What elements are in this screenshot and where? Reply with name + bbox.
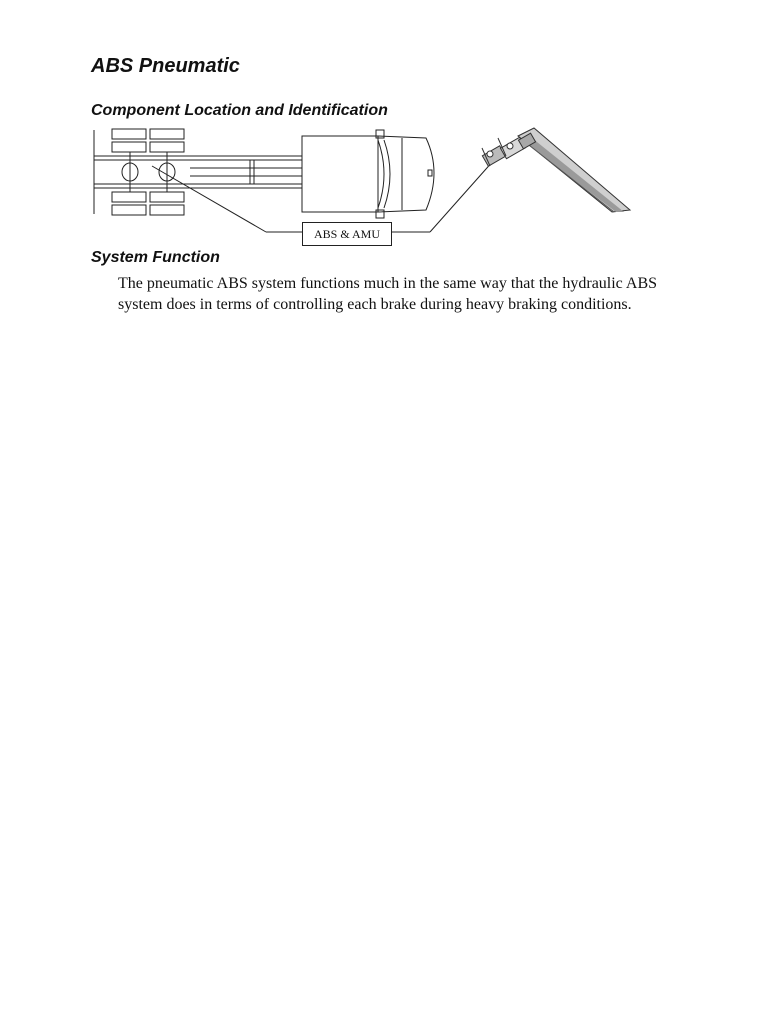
wheel-icon (112, 129, 146, 139)
page-title: ABS Pneumatic (91, 55, 240, 77)
section-heading-function: System Function (91, 249, 220, 266)
mirror-icon (376, 130, 384, 138)
mirror-icon (376, 210, 384, 218)
wheel-icon (150, 205, 184, 215)
callout-leader-line (430, 160, 494, 232)
system-function-paragraph: The pneumatic ABS system functions much in the same way that the hydraulic ABS system does in terms of controlling each brake during heavy braking conditions. (118, 275, 658, 313)
wheel-icon (150, 142, 184, 152)
cab-body (302, 136, 378, 212)
wheel-icon (150, 192, 184, 202)
abs-amu-callout-label: ABS & AMU (302, 222, 392, 246)
abs-amu-detail (482, 128, 630, 212)
wheel-icon (112, 142, 146, 152)
windshield-line (384, 140, 390, 208)
windshield-line (378, 140, 384, 208)
wheel-icon (112, 192, 146, 202)
wheel-icon (112, 205, 146, 215)
wheel-icon (150, 129, 184, 139)
section-heading-component: Component Location and Identification (91, 102, 388, 119)
hood-ornament (428, 170, 432, 176)
